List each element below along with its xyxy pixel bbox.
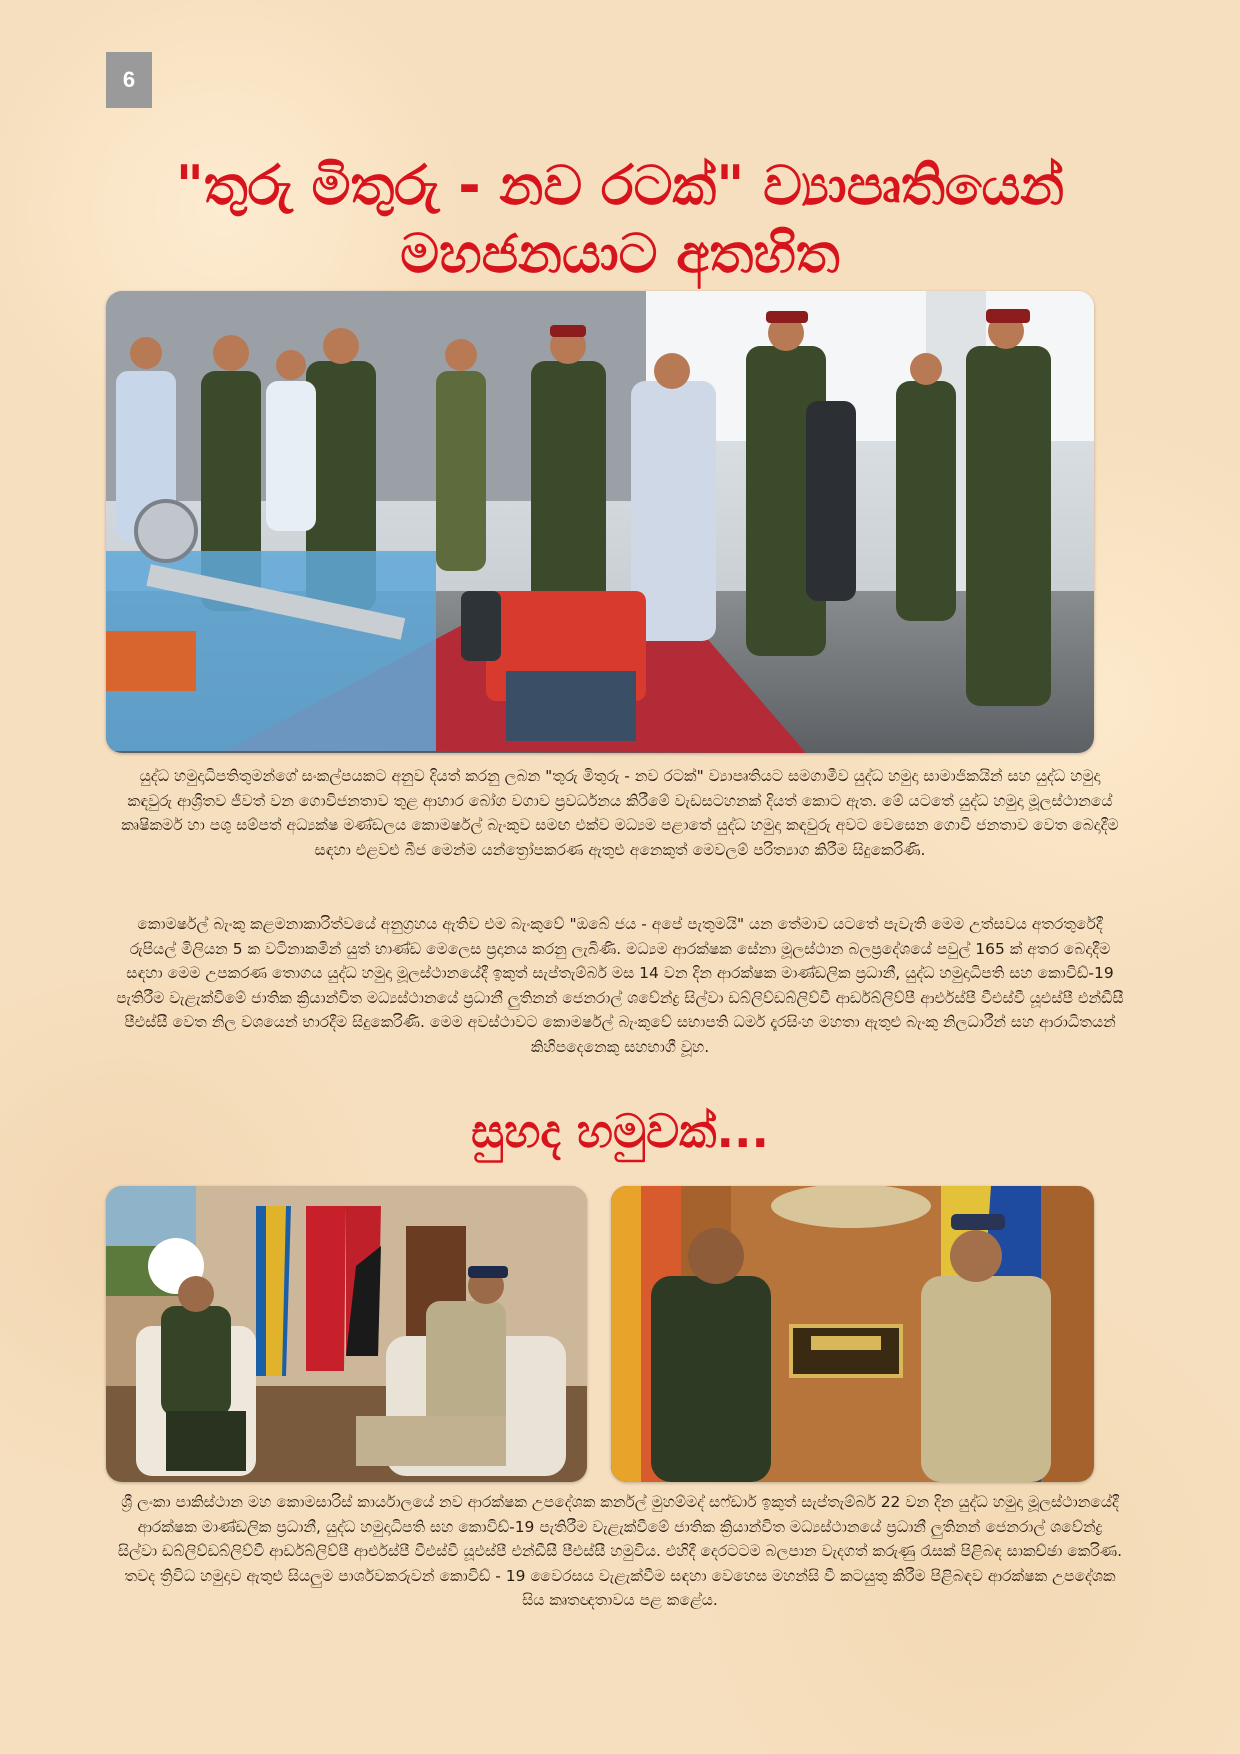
meeting-photo bbox=[106, 1186, 587, 1482]
article1-paragraph1: යුද්ධ හමුදාධිපතිතුමන්ගේ සංකල්පයකට අනුව දියත් කරනු ලබන "තුරු මිතුරු - නව රටක්" ව්‍යාපෘතියට සමගාමීව යුද්ධ හමුදා සාමාජිකයින් සහ යුද්ධ හමුදා කඳවුරු ආශ්‍රිතව ජීවත් වන ගොවිජනතාව තුළ ආහාර බෝග වගාව ප්‍රවර්ධනය කිරීමේ වැඩසටහනක් දියත් කොට ඇත. මේ යටතේ යුද්ධ හමුදා මූලස්ථානයේ කෘෂිකර්ම හා පශු සම්පත් අධ්‍යක්ෂ මණ්ඩලය කොමර්ෂල් බැංකුව සමඟ එක්ව මධ්‍යම පළාතේ යුද්ධ හමුදා කඳවුරු අවට වෙසෙන ගොවි ජනතාව වෙත බෙදාදීම සඳහා එළවළු බීජ මෙන්ම යන්ත්‍රෝපකරණ ඇතුළු අනෙකුත් මෙවලම් පරිත්‍යාග කිරීම සිදුකෙරිණි. bbox=[121, 767, 1119, 859]
main-photo bbox=[106, 291, 1094, 753]
article2-paragraph: ශ්‍රී ලංකා පාකිස්ථාන මහ කොමසාරිස් කාර්යාලයේ නව ආරක්ෂක උපදේශක කර්නල් මුහම්මද් සෆ්ඩාර් ඉකුත් සැප්තැම්බර් 22 වන දින යුද්ධ හමුදා මූලස්ථානයේදී ආරක්ෂක මාණ්ඩලික ප්‍රධානී, යුද්ධ හමුදාධිපති සහ කොවිඩ්-19 පැතිරීම වැළැක්වීමේ ජාතික ක්‍රියාන්විත මධ්‍යස්ථානයේ ප්‍රධානී ලුතිනන් ජෙනරාල් ශවේන්ද්‍ර සිල්වා ඩබ්ලිව්ඩබ්ලිව්වී ආර්ඩබ්ලිව්පී ආර්එස්පී වීඑස්වී යූඑස්පී එන්ඩීසී පීඑස්සී හමුවිය. එහිදී දෙරටටම බලපාන වැදගත් කරුණු රැසක් පිළිබඳ සාකච්ඡා කෙරිණ. තවද ත්‍රිවිධ හමුදාව ඇතුළු සියලුම පාර්ශවකරුවන් කොවිඩ් - 19 වෛරසය වැළැක්වීම සඳහා වෙහෙස මහන්සි වී කටයුතු කිරීම පිළිබඳව ආරක්ෂක උපදේශක සිය කෘතඥතාවය පළ කළේය. bbox=[117, 1493, 1123, 1609]
article-title bbox=[106, 152, 1134, 288]
section-subtitle: සුහද හමුවක්... bbox=[471, 1104, 769, 1158]
title-line-1: "තුරු මිතුරු - නව රටක්" ව්‍යාපෘතියෙන් bbox=[175, 154, 1065, 217]
title-line-2: මහජනයාට අතහිත bbox=[400, 222, 840, 285]
article1-paragraph2: කොමර්ෂල් බැංකු කළමනාකාරිත්වයේ අනුග්‍රහය ඇතිව එම බැංකුවේ "ඔබේ ජය - අපේ පැතුමයි" යන තේමාව යටතේ පැවැති මෙම උත්සවය අතරතුරේදී රුපියල් මිලියන 5 ක වටිනාකමින් යුත් භාණ්ඩ මෙලෙස ප්‍රදානය කරනු ලැබිණි. මධ්‍යම ආරක්ෂක සේනා මූලස්ථාන බලප්‍රදේශයේ පවුල් 165 ක් අතර බෙදාදීම සඳහා මෙම උපකරණ තොගය යුද්ධ හමුදා මූලස්ථානයේදී ඉකුත් සැප්තැම්බර් මස 14 වන දින ආරක්ෂක මාණ්ඩලික ප්‍රධානී, යුද්ධ හමුදාධිපති සහ කොවිඩ්-19 පැතිරීම වැළැක්වීමේ ජාතික ක්‍රියාන්විත මධ්‍යස්ථානයේ ප්‍රධානී ලුතිනන් ජෙනරාල් ශවේන්ද්‍ර සිල්වා ඩබ්ලිව්ඩබ්ලිව්වී ආර්ඩබ්ලිව්පී ආර්එස්පී වීඑස්වී යූඑස්පී එන්ඩීසී පීඑස්සී වෙත නිල වශයෙන් භාරදීම සිදුකෙරිණි. මෙම අවස්ථාවට කොමර්ෂල් බැංකුවේ සභාපති ධර්ම දෑරසිංහ මහතා ඇතුළු බැංකු නිලධාරීන් සහ ආරාධිතයන් කිහිපදෙනෙකු සහභාගී වූහ. bbox=[116, 915, 1124, 1056]
page-number: 6 bbox=[106, 52, 152, 108]
presentation-photo bbox=[611, 1186, 1094, 1482]
